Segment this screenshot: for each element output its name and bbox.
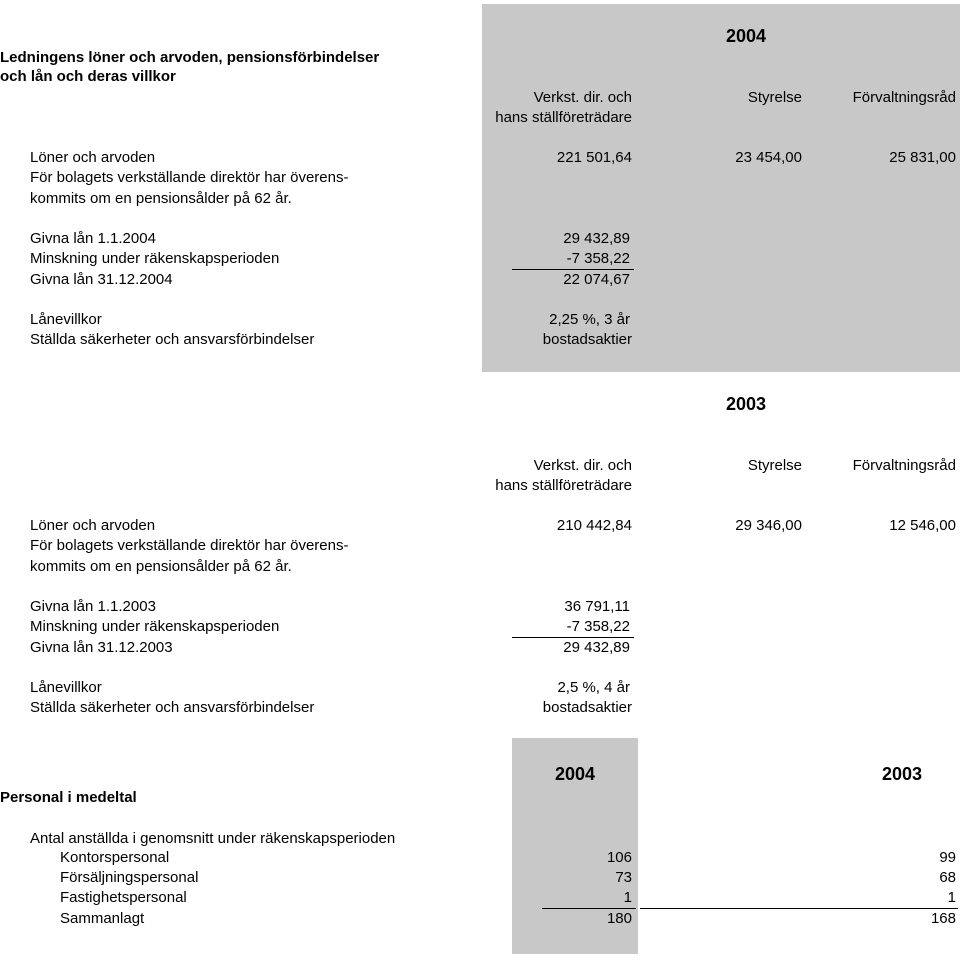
personnel-row-label: Försäljningspersonal xyxy=(60,869,199,886)
personnel-row-value-b: 99 xyxy=(939,849,956,866)
col-ceo-2003-line2: hans ställföreträdare xyxy=(495,477,632,494)
personnel-total-rule-b xyxy=(640,908,958,909)
loan-end-label-2003: Givna lån 31.12.2003 xyxy=(30,639,173,656)
personnel-subtitle: Antal anställda i genomsnitt under räkenskapsperioden xyxy=(30,830,396,847)
salaries-council-2004: 25 831,00 xyxy=(889,149,956,166)
personnel-row-value-b: 168 xyxy=(930,910,956,927)
securities-label-2003: Ställda säkerheter och ansvarsförbindelser xyxy=(30,699,315,716)
pension-note-2003-line2: kommits om en pensionsålder på 62 år. xyxy=(30,558,292,575)
terms-label-2004: Lånevillkor xyxy=(30,311,102,328)
securities-label-2004: Ställda säkerheter och ansvarsförbindelser xyxy=(30,331,315,348)
securities-value-2003: bostadsaktier xyxy=(542,699,632,716)
personnel-row-value-a: 1 xyxy=(623,889,632,906)
loan-end-value-2003: 29 432,89 xyxy=(563,639,630,656)
terms-label-2003: Lånevillkor xyxy=(30,679,102,696)
col-council-2004: Förvaltningsråd xyxy=(852,89,956,106)
personnel-year-b: 2003 xyxy=(881,764,922,784)
salaries-board-2004: 23 454,00 xyxy=(735,149,802,166)
year-2003-heading: 2003 xyxy=(725,394,767,414)
decrease-label-2003: Minskning under räkenskapsperioden xyxy=(30,618,280,635)
personnel-row-value-a: 73 xyxy=(615,869,632,886)
personnel-row-value-a: 180 xyxy=(606,910,632,927)
pension-note-2004-line2: kommits om en pensionsålder på 62 år. xyxy=(30,190,292,207)
loan-start-value-2003: 36 791,11 xyxy=(564,598,630,615)
personnel-year-a: 2004 xyxy=(554,764,596,784)
terms-value-2003: 2,5 %, 4 år xyxy=(557,679,630,696)
personnel-row-label: Kontorspersonal xyxy=(60,849,170,866)
personnel-row-label: Fastighetspersonal xyxy=(60,889,187,906)
salaries-label-2003: Löner och arvoden xyxy=(30,517,156,534)
personnel-row-label: Sammanlagt xyxy=(60,910,145,927)
subtotal-rule-2004 xyxy=(512,269,634,270)
terms-value-2004: 2,25 %, 3 år xyxy=(549,311,630,328)
loan-end-value-2004: 22 074,67 xyxy=(563,271,630,288)
personnel-total-rule-a xyxy=(542,908,636,909)
salaries-label-2004: Löner och arvoden xyxy=(30,149,156,166)
page-heading-line1: Ledningens löner och arvoden, pensionsförbindelser xyxy=(0,49,380,66)
year-2004-heading: 2004 xyxy=(725,26,767,46)
decrease-value-2004: -7 358,22 xyxy=(566,250,630,267)
col-council-2003: Förvaltningsråd xyxy=(852,457,956,474)
personnel-row-value-a: 106 xyxy=(606,849,632,866)
loan-end-label-2004: Givna lån 31.12.2004 xyxy=(30,271,173,288)
loan-start-value-2004: 29 432,89 xyxy=(563,230,630,247)
personnel-title: Personal i medeltal xyxy=(0,789,137,806)
decrease-value-2003: -7 358,22 xyxy=(566,618,630,635)
page-heading-line2: och lån och deras villkor xyxy=(0,68,176,85)
decrease-label-2004: Minskning under räkenskapsperioden xyxy=(30,250,280,267)
subtotal-rule-2003 xyxy=(512,637,634,638)
pension-note-2004-line1: För bolagets verkställande direktör har överens- xyxy=(30,169,349,186)
salaries-board-2003: 29 346,00 xyxy=(735,517,802,534)
salaries-ceo-2004: 221 501,64 xyxy=(556,149,632,166)
col-ceo-2004-line1: Verkst. dir. och xyxy=(533,89,632,106)
loan-start-label-2004: Givna lån 1.1.2004 xyxy=(30,230,156,247)
securities-value-2004: bostadsaktier xyxy=(542,331,632,348)
personnel-row-value-b: 1 xyxy=(947,889,956,906)
col-ceo-2003-line1: Verkst. dir. och xyxy=(533,457,632,474)
salaries-ceo-2003: 210 442,84 xyxy=(556,517,632,534)
col-board-2004: Styrelse xyxy=(747,89,802,106)
col-board-2003: Styrelse xyxy=(747,457,802,474)
loan-start-label-2003: Givna lån 1.1.2003 xyxy=(30,598,156,615)
salaries-council-2003: 12 546,00 xyxy=(889,517,956,534)
col-ceo-2004-line2: hans ställföreträdare xyxy=(495,109,632,126)
pension-note-2003-line1: För bolagets verkställande direktör har överens- xyxy=(30,537,349,554)
personnel-row-value-b: 68 xyxy=(939,869,956,886)
